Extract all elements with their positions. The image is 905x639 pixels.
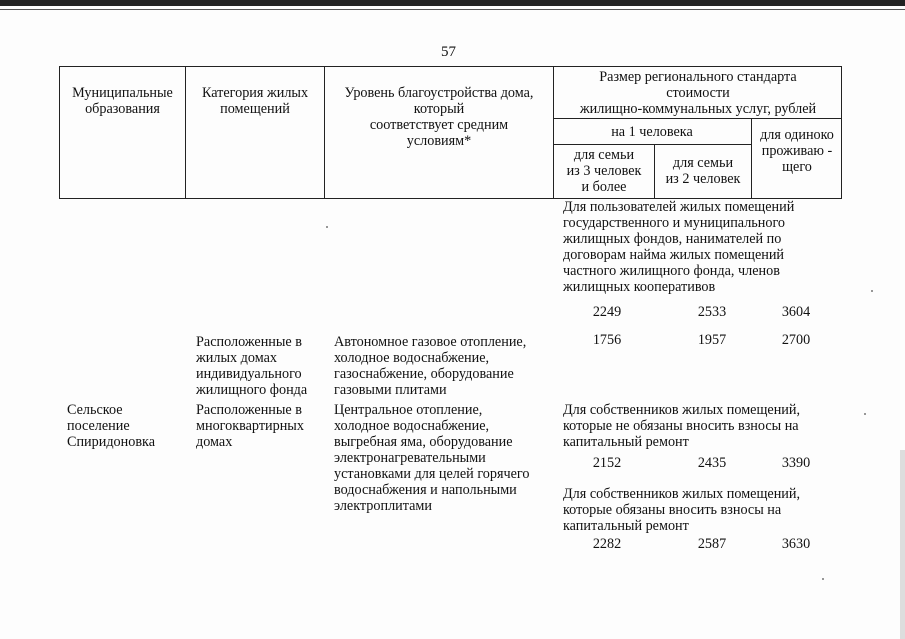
individual-category: Расположенные в жилых домах индивидуального жилищного фонда: [196, 334, 308, 398]
section-owners-no-title: Для собственников жилых помещений, которые не обязаны вносить взносы на капитальный ремонт: [563, 402, 801, 450]
users-value-family3: 2249: [592, 304, 622, 320]
scan-edge-right: [900, 450, 905, 639]
apartment-level: Центральное отопление, холодное водоснабжение, выгребная яма, оборудование электронагревательными установками для целей горячего водоснабжения и напольными электроплитами: [334, 402, 530, 514]
header-family-3: для семьи из 3 человек и более: [566, 147, 642, 195]
scan-speck: [822, 578, 824, 580]
row-divider-2: [553, 144, 751, 145]
page-number: 57: [441, 44, 456, 60]
header-group-title: Размер регионального стандарта стоимости жилищно-коммунальных услуг, рублей: [579, 69, 817, 117]
section-users-title: Для пользователей жилых помещений государственного и муниципального жилищных фондов, нанимателей по договорам найма жилых помещений частного жилищного фонда, членов жилищных кооперативов: [563, 199, 795, 295]
users-value-family2: 2533: [697, 304, 727, 320]
scan-line-top: [0, 9, 905, 10]
owners-yes-value-family3: 2282: [592, 536, 622, 552]
individual-value-family2: 1957: [697, 332, 727, 348]
apartment-category: Расположенные в многоквартирных домах: [196, 402, 304, 450]
users-value-single: 3604: [781, 304, 811, 320]
header-municipality: Муниципальные образования: [72, 85, 173, 117]
header-category: Категория жилых помещений: [201, 85, 309, 117]
row-divider-1: [553, 118, 842, 119]
owners-no-value-family3: 2152: [592, 455, 622, 471]
scan-edge-top: [0, 0, 905, 6]
individual-level: Автономное газовое отопление, холодное водоснабжение, газоснабжение, оборудование газовыми плитами: [334, 334, 527, 398]
header-single: для одиноко проживаю - щего: [760, 127, 834, 175]
owners-yes-value-family2: 2587: [697, 536, 727, 552]
individual-value-family3: 1756: [592, 332, 622, 348]
scan-speck: [871, 290, 873, 292]
table-header: [59, 66, 842, 199]
owners-no-value-family2: 2435: [697, 455, 727, 471]
header-per-person: на 1 человека: [611, 124, 693, 140]
header-family-2: для семьи из 2 человек: [665, 155, 741, 187]
scan-speck: [864, 413, 866, 415]
owners-no-value-single: 3390: [781, 455, 811, 471]
owners-yes-value-single: 3630: [781, 536, 811, 552]
individual-value-single: 2700: [781, 332, 811, 348]
scan-speck: [326, 226, 328, 228]
section-owners-yes-title: Для собственников жилых помещений, которые обязаны вносить взносы на капитальный ремонт: [563, 486, 801, 534]
header-level: Уровень благоустройства дома, который соответствует средним условиям*: [344, 85, 534, 149]
municipality-name: Сельское поселение Спиридоновка: [67, 402, 156, 450]
